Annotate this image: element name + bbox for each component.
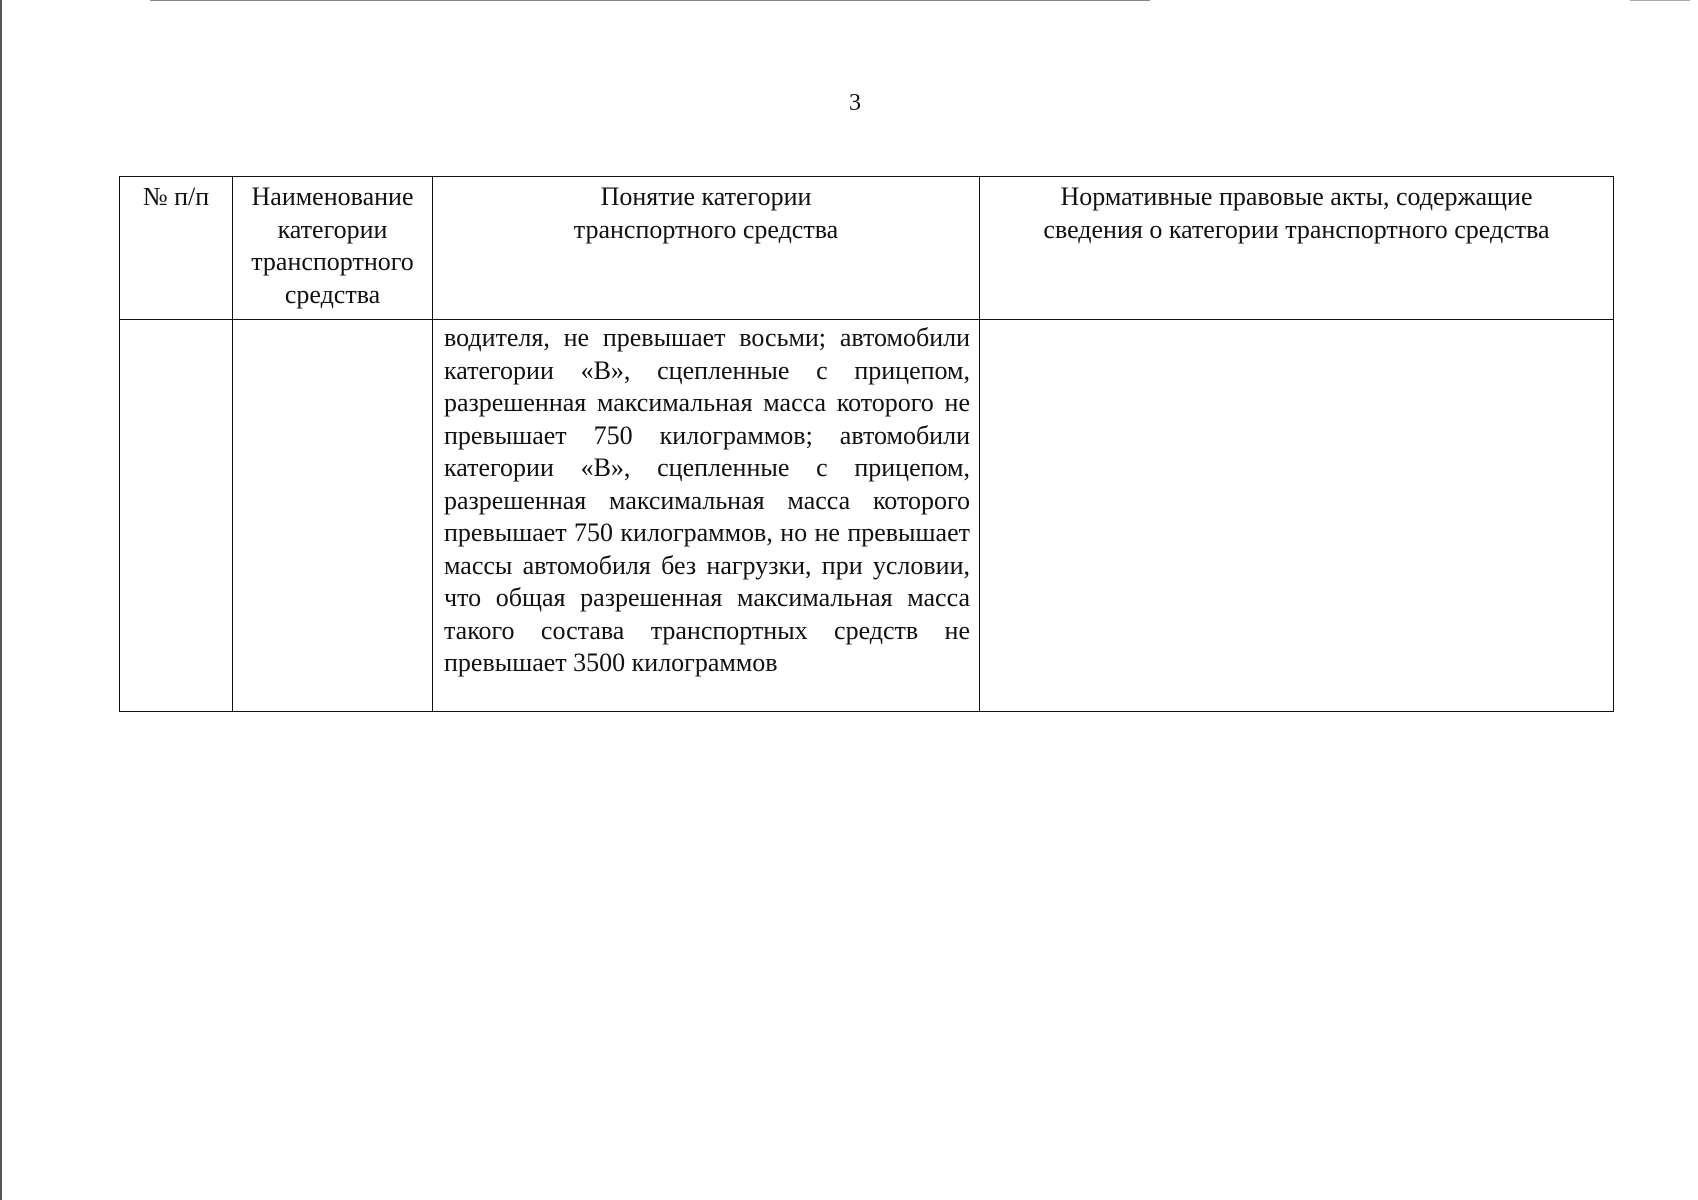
- header-category-name: Наименование категории транспортного средства: [233, 177, 433, 320]
- table-row: [120, 320, 1614, 712]
- scan-edge-left: [0, 0, 2, 1200]
- scan-edge-top-right: [1630, 0, 1690, 1]
- category-table: [119, 176, 1614, 712]
- header-number: № п/п: [120, 177, 233, 320]
- cell-number: [120, 320, 233, 712]
- table-header-row: [120, 177, 1614, 320]
- cell-legal-acts: [980, 320, 1614, 712]
- page-number: 3: [849, 90, 861, 116]
- header-legal-acts: Нормативные правовые акты, содержащие сведения о категории транспортного средства: [980, 177, 1614, 320]
- concept-text: водителя, не превышает восьми; автомобили категории «B», сцепленные с прицепом, разрешенная максимальная масса которого не превышает 750 килограммов; автомобили категории «B», сцепленные с прицепом, разрешенная максимальная масса которого превышает 750 килограммов, но не превышает массы автомобиля без нагрузки, при условии, что общая разрешенная максимальная масса такого состава транспортных средств не превышает 3500 килограммов: [444, 323, 970, 677]
- header-category-concept: Понятие категории транспортного средства: [433, 177, 980, 320]
- scan-edge-top: [150, 0, 1150, 1]
- cell-category-concept: [433, 320, 980, 712]
- cell-category-name: [233, 320, 433, 712]
